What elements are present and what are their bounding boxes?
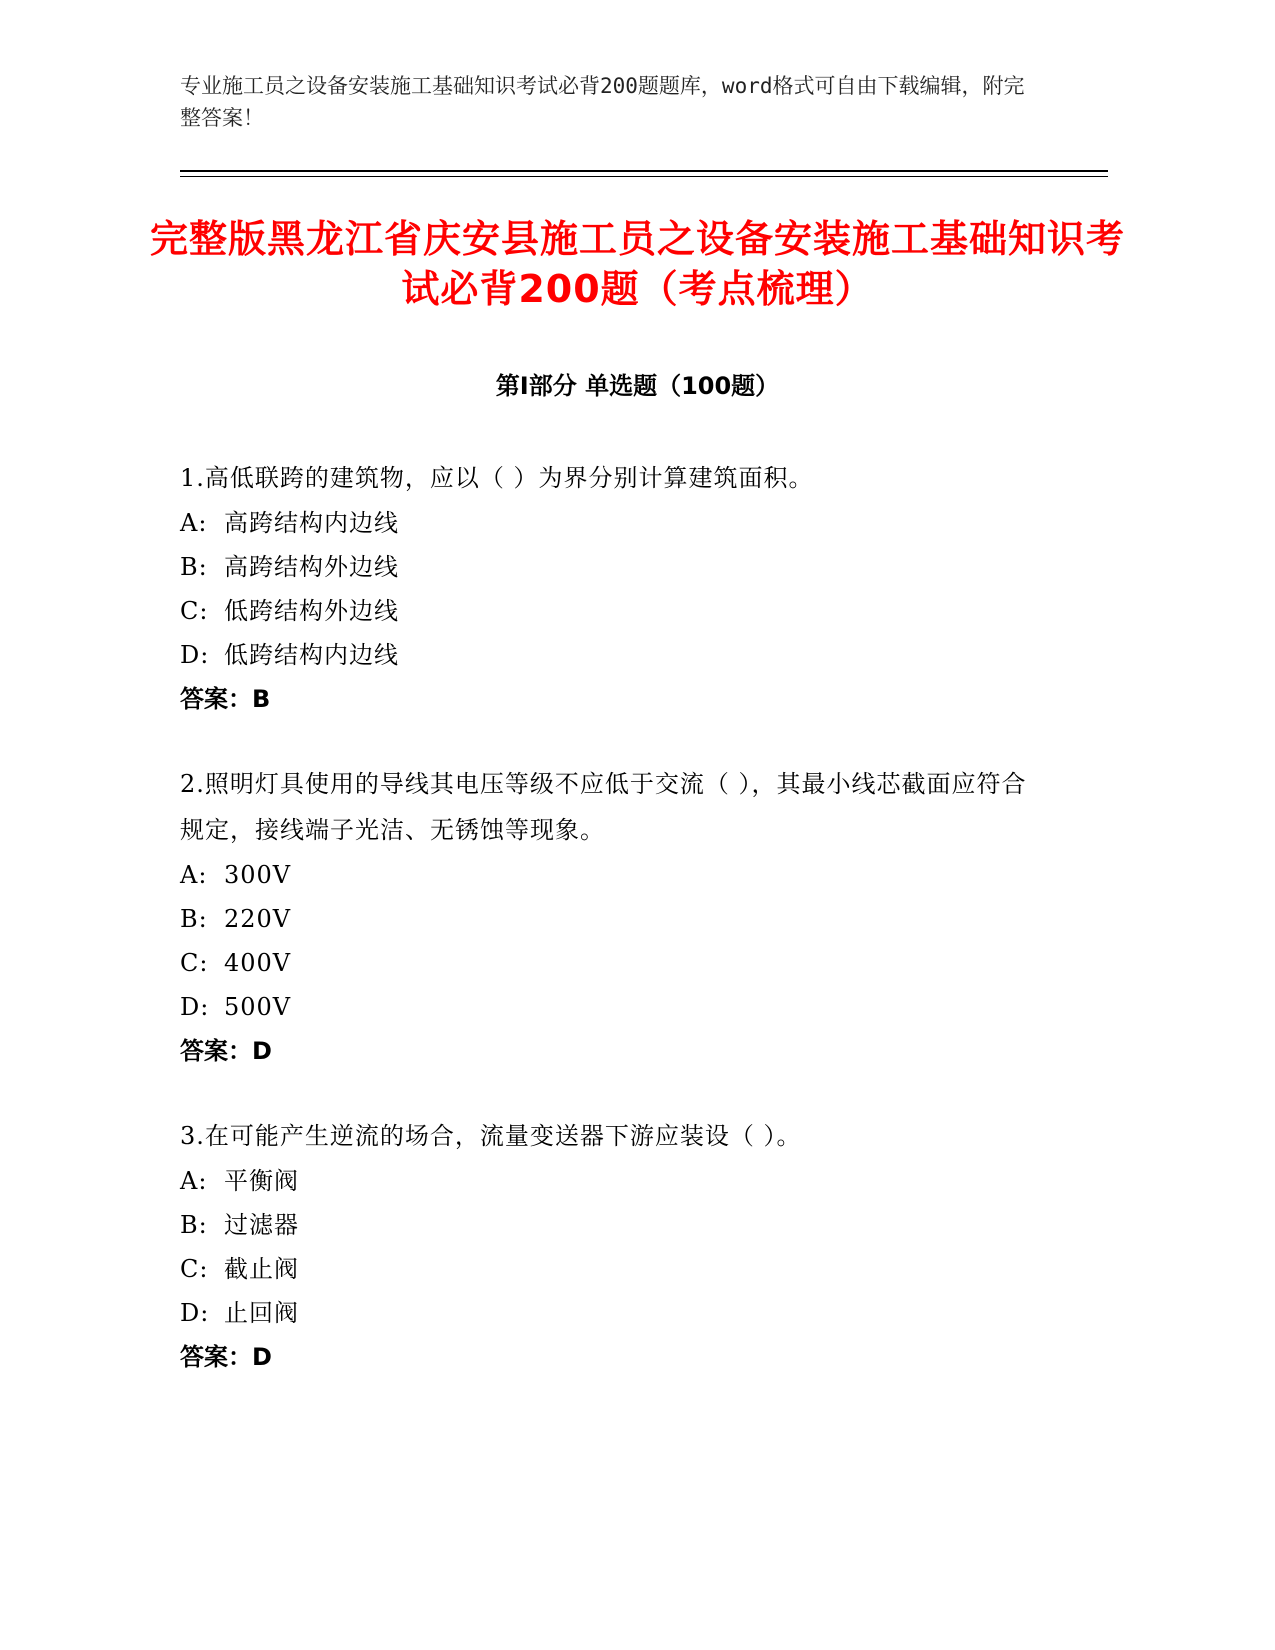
option-letter: A: (180, 861, 208, 889)
option-letter: A: (180, 509, 208, 537)
option-c (180, 941, 1040, 985)
answer-line: 答案：D (180, 1037, 272, 1065)
option-c (180, 589, 1040, 633)
option-letter: C: (180, 949, 209, 977)
option-c (180, 1247, 1040, 1291)
option-text: 截止阀 (224, 1255, 299, 1283)
option-a (180, 1159, 1040, 1203)
question-2 (180, 761, 1040, 1073)
option-text: 止回阀 (224, 1299, 299, 1327)
document-title: 完整版黑龙江省庆安县施工员之设备安装施工基础知识考试必背200题（考点梳理） (150, 217, 1126, 311)
answer-line: 答案：D (180, 1343, 272, 1371)
option-text: 过滤器 (224, 1211, 299, 1239)
section-heading: 第I部分 单选题（100题） (495, 372, 780, 400)
option-letter: B: (180, 553, 208, 581)
option-letter: D: (180, 1299, 210, 1327)
header-note: 专业施工员之设备安装施工基础知识考试必背200题题库，word格式可自由下载编辑，附完整答案！ (180, 74, 1025, 130)
option-d (180, 633, 1040, 677)
option-a (180, 853, 1040, 897)
question-stem: 2.照明灯具使用的导线其电压等级不应低于交流（ ），其最小线芯截面应符合规定，接线端子光洁、无锈蚀等现象。 (180, 770, 1027, 844)
option-letter: D: (180, 641, 210, 669)
option-letter: C: (180, 597, 209, 625)
question-stem: 3.在可能产生逆流的场合，流量变送器下游应装设（ ）。 (180, 1122, 802, 1150)
option-b (180, 545, 1040, 589)
option-b (180, 1203, 1040, 1247)
option-text: 低跨结构外边线 (224, 597, 399, 625)
option-text: 高跨结构外边线 (224, 553, 399, 581)
answer-line: 答案：B (180, 685, 271, 713)
option-text: 平衡阀 (224, 1167, 299, 1195)
option-text: 300V (224, 861, 292, 889)
question-list (180, 455, 1040, 1419)
question-stem: 1.高低联跨的建筑物，应以（ ）为界分别计算建筑面积。 (180, 464, 814, 492)
option-d (180, 1291, 1040, 1335)
option-d (180, 985, 1040, 1029)
option-letter: A: (180, 1167, 208, 1195)
option-a (180, 501, 1040, 545)
option-text: 高跨结构内边线 (224, 509, 399, 537)
option-letter: C: (180, 1255, 209, 1283)
question-1 (180, 455, 1040, 721)
header-divider-thick (180, 170, 1108, 172)
option-letter: B: (180, 1211, 208, 1239)
option-b (180, 897, 1040, 941)
option-letter: B: (180, 905, 208, 933)
option-text: 低跨结构内边线 (224, 641, 399, 669)
question-3 (180, 1113, 1040, 1379)
header-divider-thin (180, 176, 1108, 177)
option-letter: D: (180, 993, 210, 1021)
option-text: 220V (224, 905, 292, 933)
option-text: 500V (224, 993, 292, 1021)
option-text: 400V (224, 949, 292, 977)
